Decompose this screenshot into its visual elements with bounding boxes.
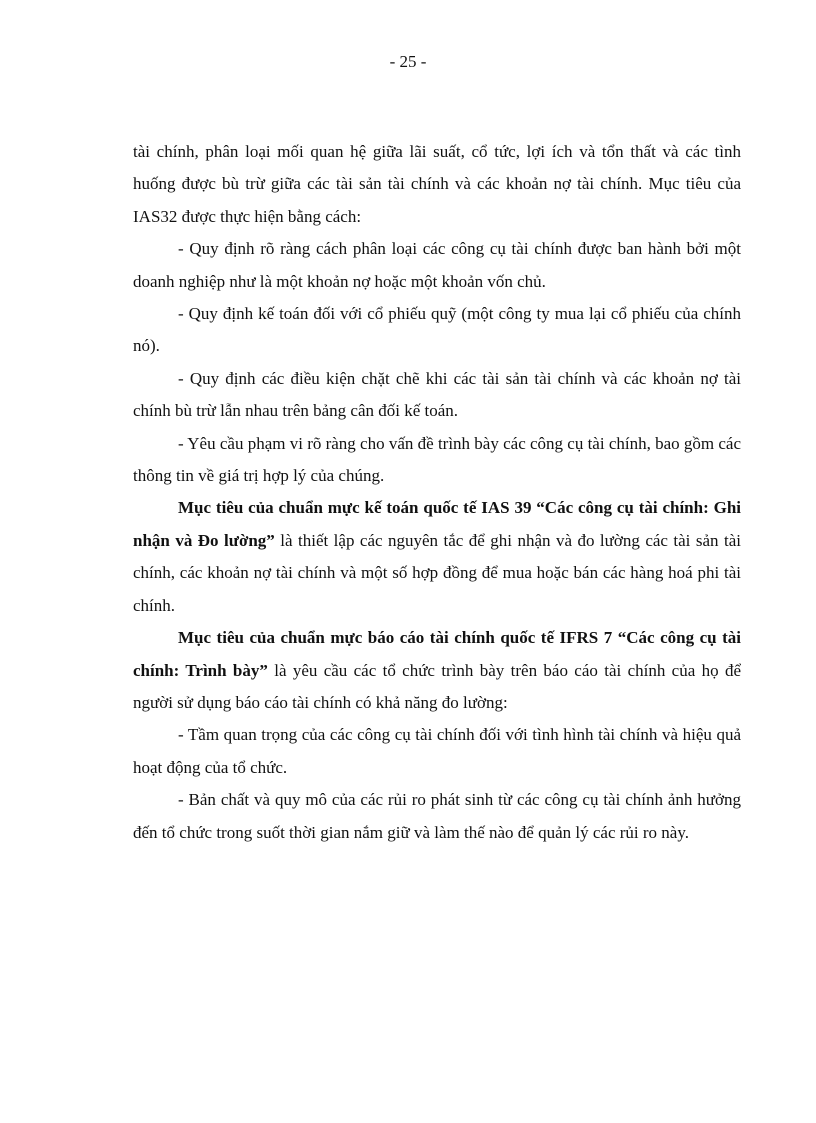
paragraph-ias32-intro: tài chính, phân loại mối quan hệ giữa lãi suất, cổ tức, lợi ích và tổn thất và các tình huống được bù trừ giữa các tài sản tài chính và các khoản nợ tài chính. Mục tiêu của IAS32 được thực hiện bằng cách: — [133, 142, 741, 226]
bullet-treasury-shares: - Quy định kế toán đối với cổ phiếu quỹ (một công ty mua lại cổ phiếu của chính nó). — [133, 304, 741, 356]
paragraph-ias39 — [133, 492, 741, 622]
bullet-disclosure-scope: - Yêu cầu phạm vi rõ ràng cho vấn đề trình bày các công cụ tài chính, bao gồm các thông tin về giá trị hợp lý của chúng. — [133, 433, 741, 486]
ifrs7-heading: Mục tiêu của chuẩn mực báo cáo tài chính quốc tế IFRS 7 “Các công cụ tài chính: Trình bày” — [133, 628, 741, 680]
page-number: - 25 - — [389, 52, 427, 71]
document-body — [133, 136, 741, 849]
ias39-text: là thiết lập các nguyên tắc để ghi nhận và đo lường các tài sản tài chính, các khoản nợ tài chính và một số hợp đồng để mua hoặc bán các hàng hoá phi tài chính. — [133, 530, 741, 615]
ifrs7-text: là yêu cầu các tổ chức trình bày trên báo cáo tài chính của họ để người sử dụng báo cáo tài chính có khả năng đo lường: — [133, 660, 741, 712]
paragraph-ifrs7 — [133, 622, 741, 719]
ias39-heading: Mục tiêu của chuẩn mực kế toán quốc tế IAS 39 “Các công cụ tài chính: Ghi nhận và Đo lường” — [133, 498, 741, 550]
bullet-offsetting: - Quy định các điều kiện chặt chẽ khi các tài sản tài chính và các khoản nợ tài chính bù trừ lẫn nhau trên bảng cân đối kế toán. — [133, 368, 741, 421]
bullet-classification: - Quy định rõ ràng cách phân loại các công cụ tài chính được ban hành bởi một doanh nghiệp như là một khoản nợ hoặc một khoản vốn chủ. — [133, 239, 741, 291]
bullet-significance: - Tầm quan trọng của các công cụ tài chính đối với tình hình tài chính và hiệu quả hoạt động của tổ chức. — [133, 725, 741, 777]
bullet-risk-nature: - Bản chất và quy mô của các rủi ro phát sinh từ các công cụ tài chính ảnh hưởng đến tổ chức trong suốt thời gian nắm giữ và làm thế nào để quản lý các rủi ro này. — [133, 790, 741, 842]
